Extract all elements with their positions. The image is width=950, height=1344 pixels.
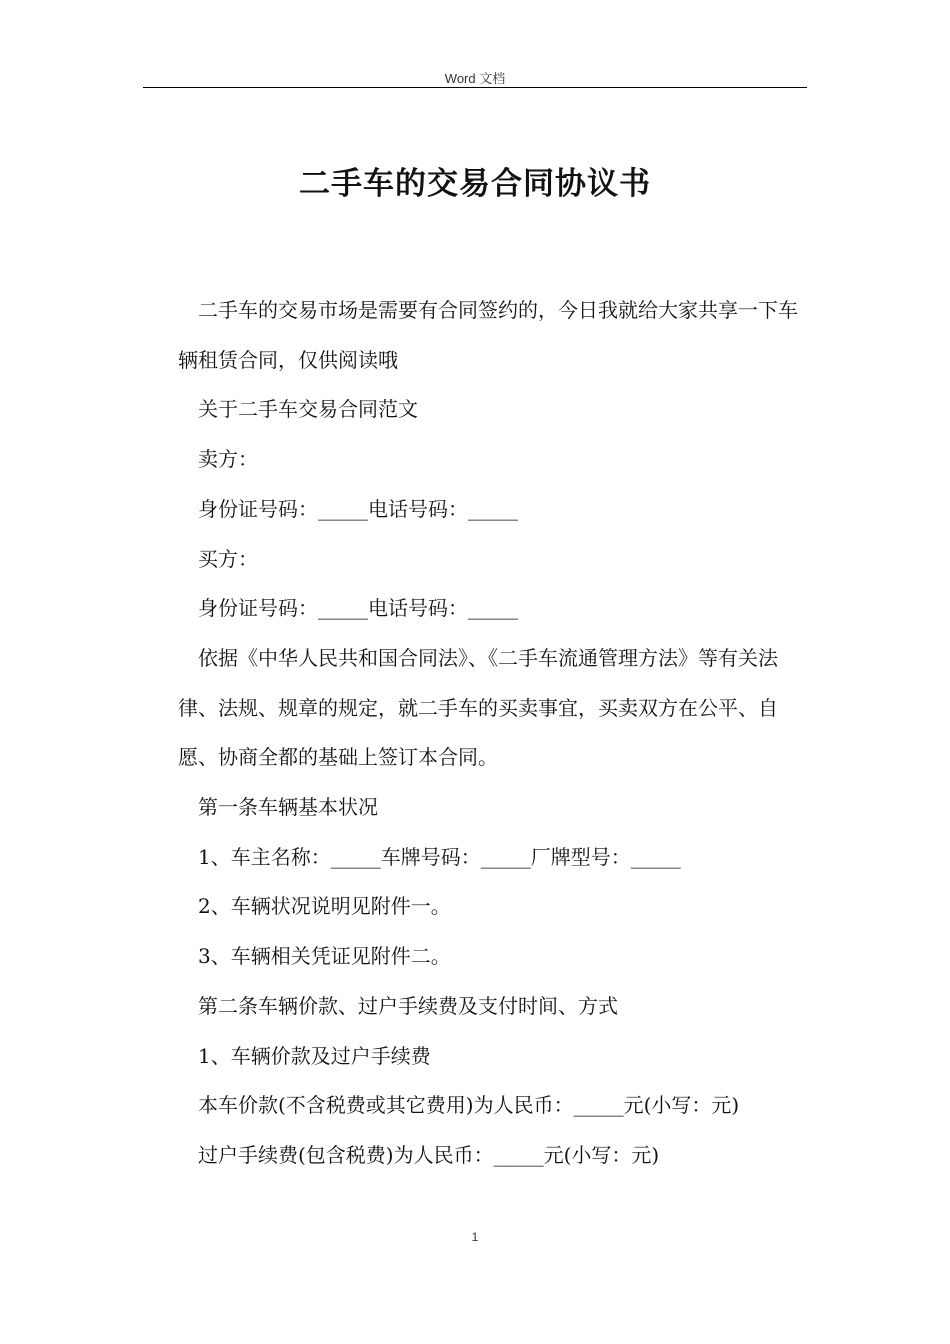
- page-header-label: Word 文档: [444, 71, 506, 86]
- page-number: 1: [471, 1230, 479, 1244]
- paragraph-article-2-heading: 第二条车辆价款、过户手续费及支付时间、方式: [198, 993, 618, 1018]
- header-divider: [143, 87, 807, 88]
- paragraph-buyer: 买方：: [198, 546, 258, 571]
- paragraph-article-1-heading: 第一条车辆基本状况: [198, 795, 378, 820]
- document-body: [178, 286, 804, 1181]
- paragraph-article-1-item-2: 2、车辆状况说明见附件一。: [198, 894, 451, 919]
- paragraph-subtitle: 关于二手车交易合同范文: [198, 397, 418, 422]
- paragraph-intro: 二手车的交易市场是需要有合同签约的，今日我就给大家共享一下车辆租赁合同，仅供阅读哦: [178, 298, 798, 372]
- paragraph-buyer-id-phone: 身份证号码：_____电话号码：_____: [198, 596, 518, 621]
- paragraph-seller-id-phone: 身份证号码：_____电话号码：_____: [198, 496, 518, 521]
- paragraph-article-1-item-1: 1、车主名称：_____车牌号码：_____厂牌型号：_____: [198, 844, 681, 869]
- document-title: 二手车的交易合同协议书: [299, 166, 651, 202]
- paragraph-seller: 卖方：: [198, 447, 258, 472]
- paragraph-article-2-item-1: 1、车辆价款及过户手续费: [198, 1043, 431, 1068]
- paragraph-legal-basis: 依据《中华人民共和国合同法》、《二手车流通管理方法》等有关法律、法规、规章的规定，就二手车的买卖事宜，买卖双方在公平、自愿、协商全都的基础上签订本合同。: [178, 645, 778, 770]
- paragraph-article-1-item-3: 3、车辆相关凭证见附件二。: [198, 944, 451, 969]
- paragraph-vehicle-price: 本车价款(不含税费或其它费用)为人民币：_____元(小写：元): [198, 1093, 740, 1118]
- paragraph-transfer-fee: 过户手续费(包含税费)为人民币：_____元(小写：元): [198, 1142, 660, 1167]
